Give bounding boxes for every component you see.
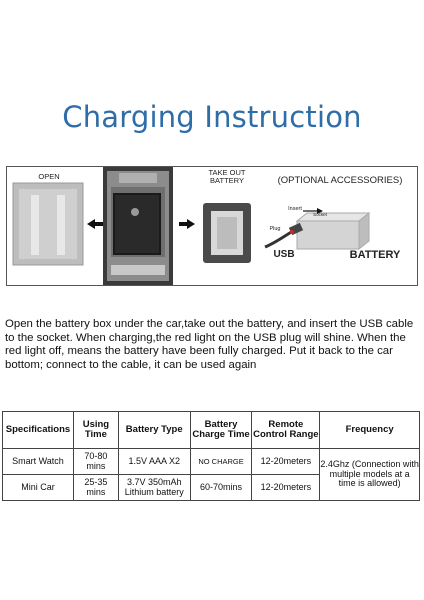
battery-label: BATTERY (349, 249, 401, 261)
cell-battery-type: 3.7V 350mAh Lithium battery (118, 475, 190, 501)
cell-spec: Smart Watch (3, 449, 74, 475)
battery-cover-image (13, 183, 83, 265)
usb-label: USB (273, 249, 295, 260)
cell-using-time: 70-80 mins (73, 449, 118, 475)
spec-table (2, 411, 420, 501)
cell-frequency: 2.4Ghz (Connection with multiple models at a time is allowed) (320, 449, 420, 501)
plug-label: Plug (269, 226, 281, 232)
arrow-left-icon (87, 219, 103, 229)
cell-charge-time: 60-70mins (190, 475, 252, 501)
optional-accessories-label: (OPTIONAL ACCESSORIES) (277, 175, 403, 186)
table-row (3, 449, 420, 475)
instructions-text: Open the battery box under the car,take out the battery, and insert the USB cable to the socket. When charging,the red light on the USB plug will shine. When the red light off, means the battery have been fully charged. Put it back to the car bottom; connect to the cable, it can be used again (5, 318, 414, 371)
table-header-row (3, 412, 420, 449)
take-out-battery-label: TAKE OUT BATTERY (208, 168, 246, 185)
socket-label: Socket (313, 212, 327, 217)
header-using-time: Using Time (73, 412, 118, 449)
charging-diagram (6, 166, 418, 286)
car-underside-image (103, 167, 173, 285)
header-charge-time: Battery Charge Time (190, 412, 252, 449)
header-frequency: Frequency (320, 412, 420, 449)
cell-spec: Mini Car (3, 475, 74, 501)
header-control-range: Remote Control Range (252, 412, 320, 449)
insert-label: Insert (288, 206, 302, 212)
cell-charge-time: NO CHARGE (190, 449, 252, 475)
arrow-right-icon (179, 219, 195, 229)
header-battery-type: Battery Type (118, 412, 190, 449)
cell-range: 12-20meters (252, 449, 320, 475)
battery-tray-image (203, 203, 251, 263)
page-title: Charging Instruction (62, 100, 362, 134)
open-label: OPEN (38, 172, 60, 181)
header-specifications: Specifications (3, 412, 74, 449)
cell-range: 12-20meters (252, 475, 320, 501)
cell-battery-type: 1.5V AAA X2 (118, 449, 190, 475)
cell-using-time: 25-35 mins (73, 475, 118, 501)
